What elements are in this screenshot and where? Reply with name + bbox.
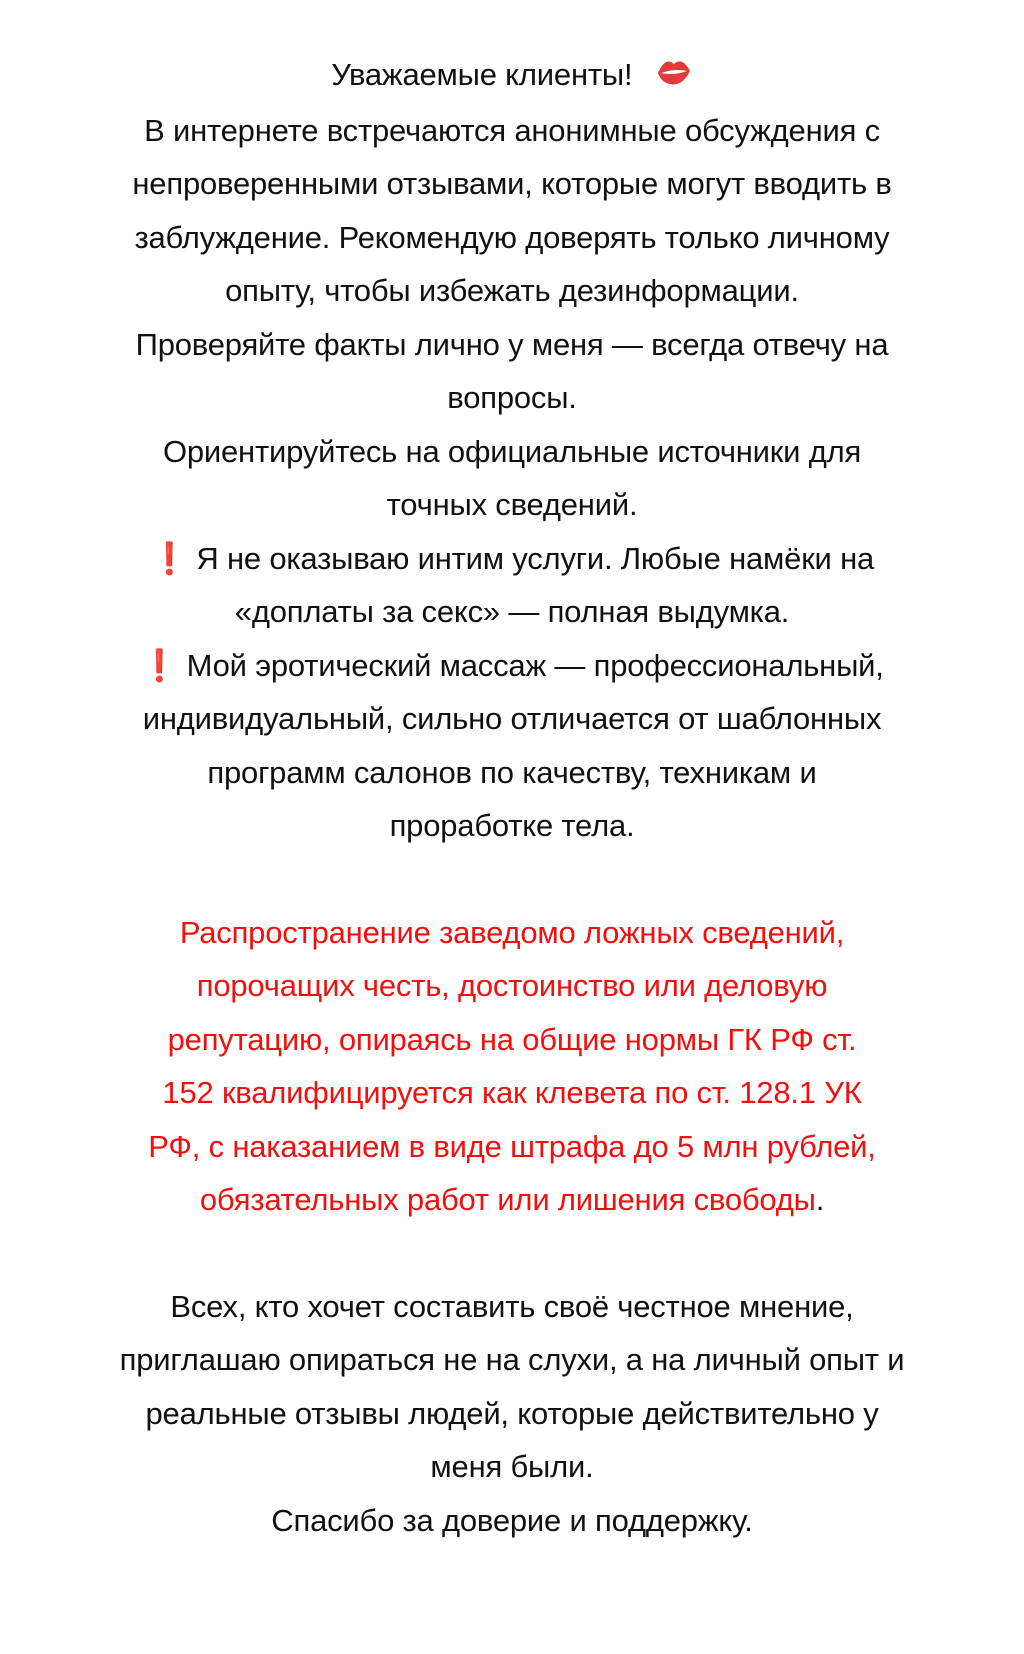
exclamation-icon: ❗ xyxy=(149,540,189,576)
paragraph1-line: заблуждение. Рекомендую доверять только личному xyxy=(134,219,890,255)
legal-notice-line: РФ, с наказанием в виде штрафа до 5 млн рублей, xyxy=(148,1128,876,1164)
closing-line: Спасибо за доверие и поддержку. xyxy=(271,1502,753,1538)
paragraph1-line: опыту, чтобы избежать дезинформации. xyxy=(225,273,799,309)
paragraph1-line: вопросы. xyxy=(447,380,577,416)
legal-notice-line: обязательных работ или лишения свободы. xyxy=(199,1182,825,1218)
paragraph1-line: В интернете встречаются анонимные обсуждения с xyxy=(144,112,880,148)
warning-line: проработке тела. xyxy=(389,808,635,844)
warning-line: ❗ Я не оказываю интим услуги. Любые намёки на xyxy=(149,540,875,576)
exclamation-icon: ❗ xyxy=(140,647,179,683)
paragraph1-line: Ориентируйтесь на официальные источники для xyxy=(162,433,862,469)
warning-line: программ салонов по качеству, техникам и xyxy=(207,754,817,790)
legal-notice-line: порочащих честь, достоинство или деловую xyxy=(196,968,828,1004)
warning-line: «доплаты за секс» — полная выдумка. xyxy=(234,594,790,630)
closing-line: приглашаю опираться не на слухи, а на личный опыт и xyxy=(119,1342,905,1378)
paragraph1-line: Проверяйте факты лично у меня — всегда отвечу на xyxy=(135,326,889,362)
greeting-text: Уважаемые клиенты! xyxy=(331,57,633,92)
closing-line: меня были. xyxy=(430,1449,594,1485)
legal-notice-line: Распространение заведомо ложных сведений, xyxy=(179,914,845,950)
legal-notice-line: репутацию, опираясь на общие нормы ГК РФ ст. xyxy=(167,1021,857,1057)
legal-notice-line: 152 квалифицируется как клевета по ст. 128.1 УК xyxy=(162,1075,862,1111)
greeting-line xyxy=(0,48,1024,104)
closing-line: Всех, кто хочет составить своё честное мнение, xyxy=(170,1288,854,1324)
notice-document xyxy=(0,48,1024,1547)
paragraph1-line: непроверенными отзывами, которые могут вводить в xyxy=(132,166,892,202)
warning-line: индивидуальный, сильно отличается от шаблонных xyxy=(142,701,882,737)
closing-line: реальные отзывы людей, которые действительно у xyxy=(145,1395,879,1431)
kiss-lips-icon xyxy=(655,50,693,104)
warning-line: ❗ Мой эротический массаж — профессиональный, xyxy=(140,647,884,683)
paragraph1-line: точных сведений. xyxy=(386,487,638,523)
